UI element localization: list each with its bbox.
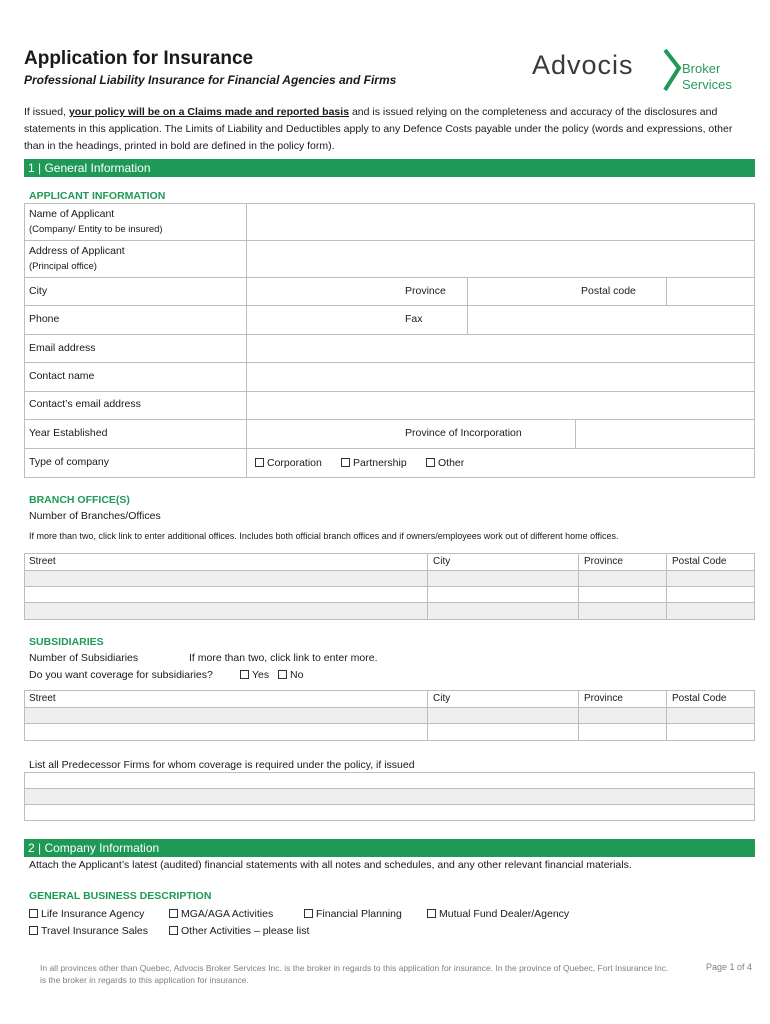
name-of-applicant-label: Name of Applicant	[29, 208, 115, 220]
mutual-fund-checkbox[interactable]	[427, 909, 436, 918]
other-activities-checkbox[interactable]	[169, 926, 178, 935]
corporation-option[interactable]: Corporation	[255, 457, 322, 469]
city-field[interactable]	[248, 279, 398, 304]
email-label: Email address	[29, 342, 96, 354]
province-incorporation-field[interactable]	[577, 421, 753, 447]
contact-email-field[interactable]	[248, 393, 753, 418]
travel-insurance-option[interactable]: Travel Insurance Sales	[29, 925, 148, 937]
page-title: Application for Insurance	[24, 48, 254, 69]
branch-col-street: Street	[29, 556, 56, 567]
predecessor-row-1[interactable]	[25, 773, 754, 788]
page-subtitle: Professional Liability Insurance for Financial Agencies and Firms	[24, 73, 397, 87]
subsidiaries-yes-option[interactable]: Yes	[240, 669, 269, 681]
branch-row-1[interactable]	[25, 571, 754, 586]
branch-col-postal: Postal Code	[672, 556, 727, 567]
address-field[interactable]	[248, 242, 753, 276]
logo-services: Services	[682, 77, 732, 92]
page-number: Page 1 of 4	[706, 962, 753, 972]
mga-option[interactable]: MGA/AGA Activities	[169, 908, 273, 920]
other-option[interactable]: Other	[426, 457, 464, 469]
mutual-fund-option[interactable]: Mutual Fund Dealer/Agency	[427, 908, 569, 920]
subs-col-postal: Postal Code	[672, 693, 727, 704]
section-general-information: 1 | General Information	[24, 159, 755, 177]
subsidiaries-yes-checkbox[interactable]	[240, 670, 249, 679]
phone-label: Phone	[29, 313, 60, 325]
branch-col-province: Province	[584, 556, 623, 567]
type-of-company-label: Type of company	[29, 456, 109, 468]
subsidiary-row-1[interactable]	[25, 708, 754, 723]
general-business-description-heading: GENERAL BUSINESS DESCRIPTION	[29, 890, 212, 902]
footer-broker-notice: In all provinces other than Quebec, Advocis Broker Services Inc. is the broker in regards to this application for insurance. In the province of Quebec, Fort Insurance Inc. is the broker in regards to this application for insurance.	[40, 963, 669, 985]
intro-paragraph: If issued, your policy will be on a Claims made and reported basis and is issued relying on the completeness and accuracy of the disclosures and statements in this application. The Limits of Liability and Deductibles apply to any Defence Costs payable under the policy (words and expressions, other than in the headings, printed in bold are defined in the policy form).	[24, 106, 733, 152]
predecessor-firms-label: List all Predecessor Firms for whom coverage is required under the policy, if issued	[29, 759, 415, 771]
subsidiaries-note: If more than two, click link to enter more.	[189, 652, 378, 664]
mga-checkbox[interactable]	[169, 909, 178, 918]
subsidiaries-no-checkbox[interactable]	[278, 670, 287, 679]
predecessor-row-2[interactable]	[25, 789, 754, 804]
applicant-information-heading: APPLICANT INFORMATION	[29, 190, 166, 202]
branch-row-2[interactable]	[25, 587, 754, 602]
email-field[interactable]	[248, 336, 753, 361]
other-activities-option[interactable]: Other Activities – please list	[169, 925, 309, 937]
travel-insurance-checkbox[interactable]	[29, 926, 38, 935]
year-established-label: Year Established	[29, 427, 108, 439]
section-company-information: 2 | Company Information	[24, 839, 755, 857]
postal-code-field[interactable]	[668, 279, 753, 304]
financial-planning-option[interactable]: Financial Planning	[304, 908, 402, 920]
contact-email-label: Contact’s email address	[29, 398, 141, 410]
other-checkbox[interactable]	[426, 458, 435, 467]
branch-note: If more than two, click link to enter additional offices. Includes both official branch offices and if owners/employees work out of different home offices.	[29, 531, 619, 541]
year-established-field[interactable]	[248, 421, 398, 447]
subsidiaries-no-option[interactable]: No	[278, 669, 303, 681]
number-of-subsidiaries-label: Number of Subsidiaries	[29, 652, 139, 664]
subs-col-province: Province	[584, 693, 623, 704]
partnership-checkbox[interactable]	[341, 458, 350, 467]
city-label: City	[29, 285, 48, 297]
branch-col-city: City	[433, 556, 451, 567]
postal-code-label: Postal code	[581, 285, 636, 297]
life-insurance-checkbox[interactable]	[29, 909, 38, 918]
financial-planning-checkbox[interactable]	[304, 909, 313, 918]
subsidiaries-heading: SUBSIDIARIES	[29, 636, 104, 648]
address-label: Address of Applicant	[29, 245, 125, 257]
logo-wordmark: Advocis	[532, 50, 634, 80]
logo-broker: Broker	[682, 61, 721, 76]
province-field[interactable]	[469, 279, 569, 304]
attach-financials-text: Attach the Applicant’s latest (audited) financial statements with all notes and schedules, and any other relevant financial materials.	[29, 859, 632, 871]
number-of-branches-label: Number of Branches/Offices	[29, 510, 161, 522]
province-label: Province	[405, 285, 446, 297]
fax-label: Fax	[405, 313, 423, 325]
life-insurance-option[interactable]: Life Insurance Agency	[29, 908, 144, 920]
name-of-applicant-sub: (Company/ Entity to be insured)	[29, 224, 163, 235]
fax-field[interactable]	[469, 307, 753, 333]
branch-row-3[interactable]	[25, 603, 754, 618]
subsidiary-row-2[interactable]	[25, 724, 754, 739]
partnership-option[interactable]: Partnership	[341, 457, 407, 469]
claims-made-notice: your policy will be on a Claims made and reported basis	[68, 106, 350, 118]
subsidiaries-coverage-question: Do you want coverage for subsidiaries?	[29, 669, 213, 681]
predecessor-row-3[interactable]	[25, 805, 754, 820]
province-incorporation-label: Province of Incorporation	[405, 427, 522, 439]
address-sub: (Principal office)	[29, 261, 97, 272]
contact-name-field[interactable]	[248, 364, 753, 390]
contact-name-label: Contact name	[29, 370, 95, 382]
logo-chevron-icon	[662, 48, 684, 94]
advocis-logo	[532, 48, 742, 96]
subs-col-city: City	[433, 693, 451, 704]
name-of-applicant-field[interactable]	[248, 205, 753, 239]
phone-field[interactable]	[248, 307, 398, 333]
branch-offices-heading: BRANCH OFFICE(S)	[29, 494, 130, 506]
corporation-checkbox[interactable]	[255, 458, 264, 467]
subs-col-street: Street	[29, 693, 56, 704]
